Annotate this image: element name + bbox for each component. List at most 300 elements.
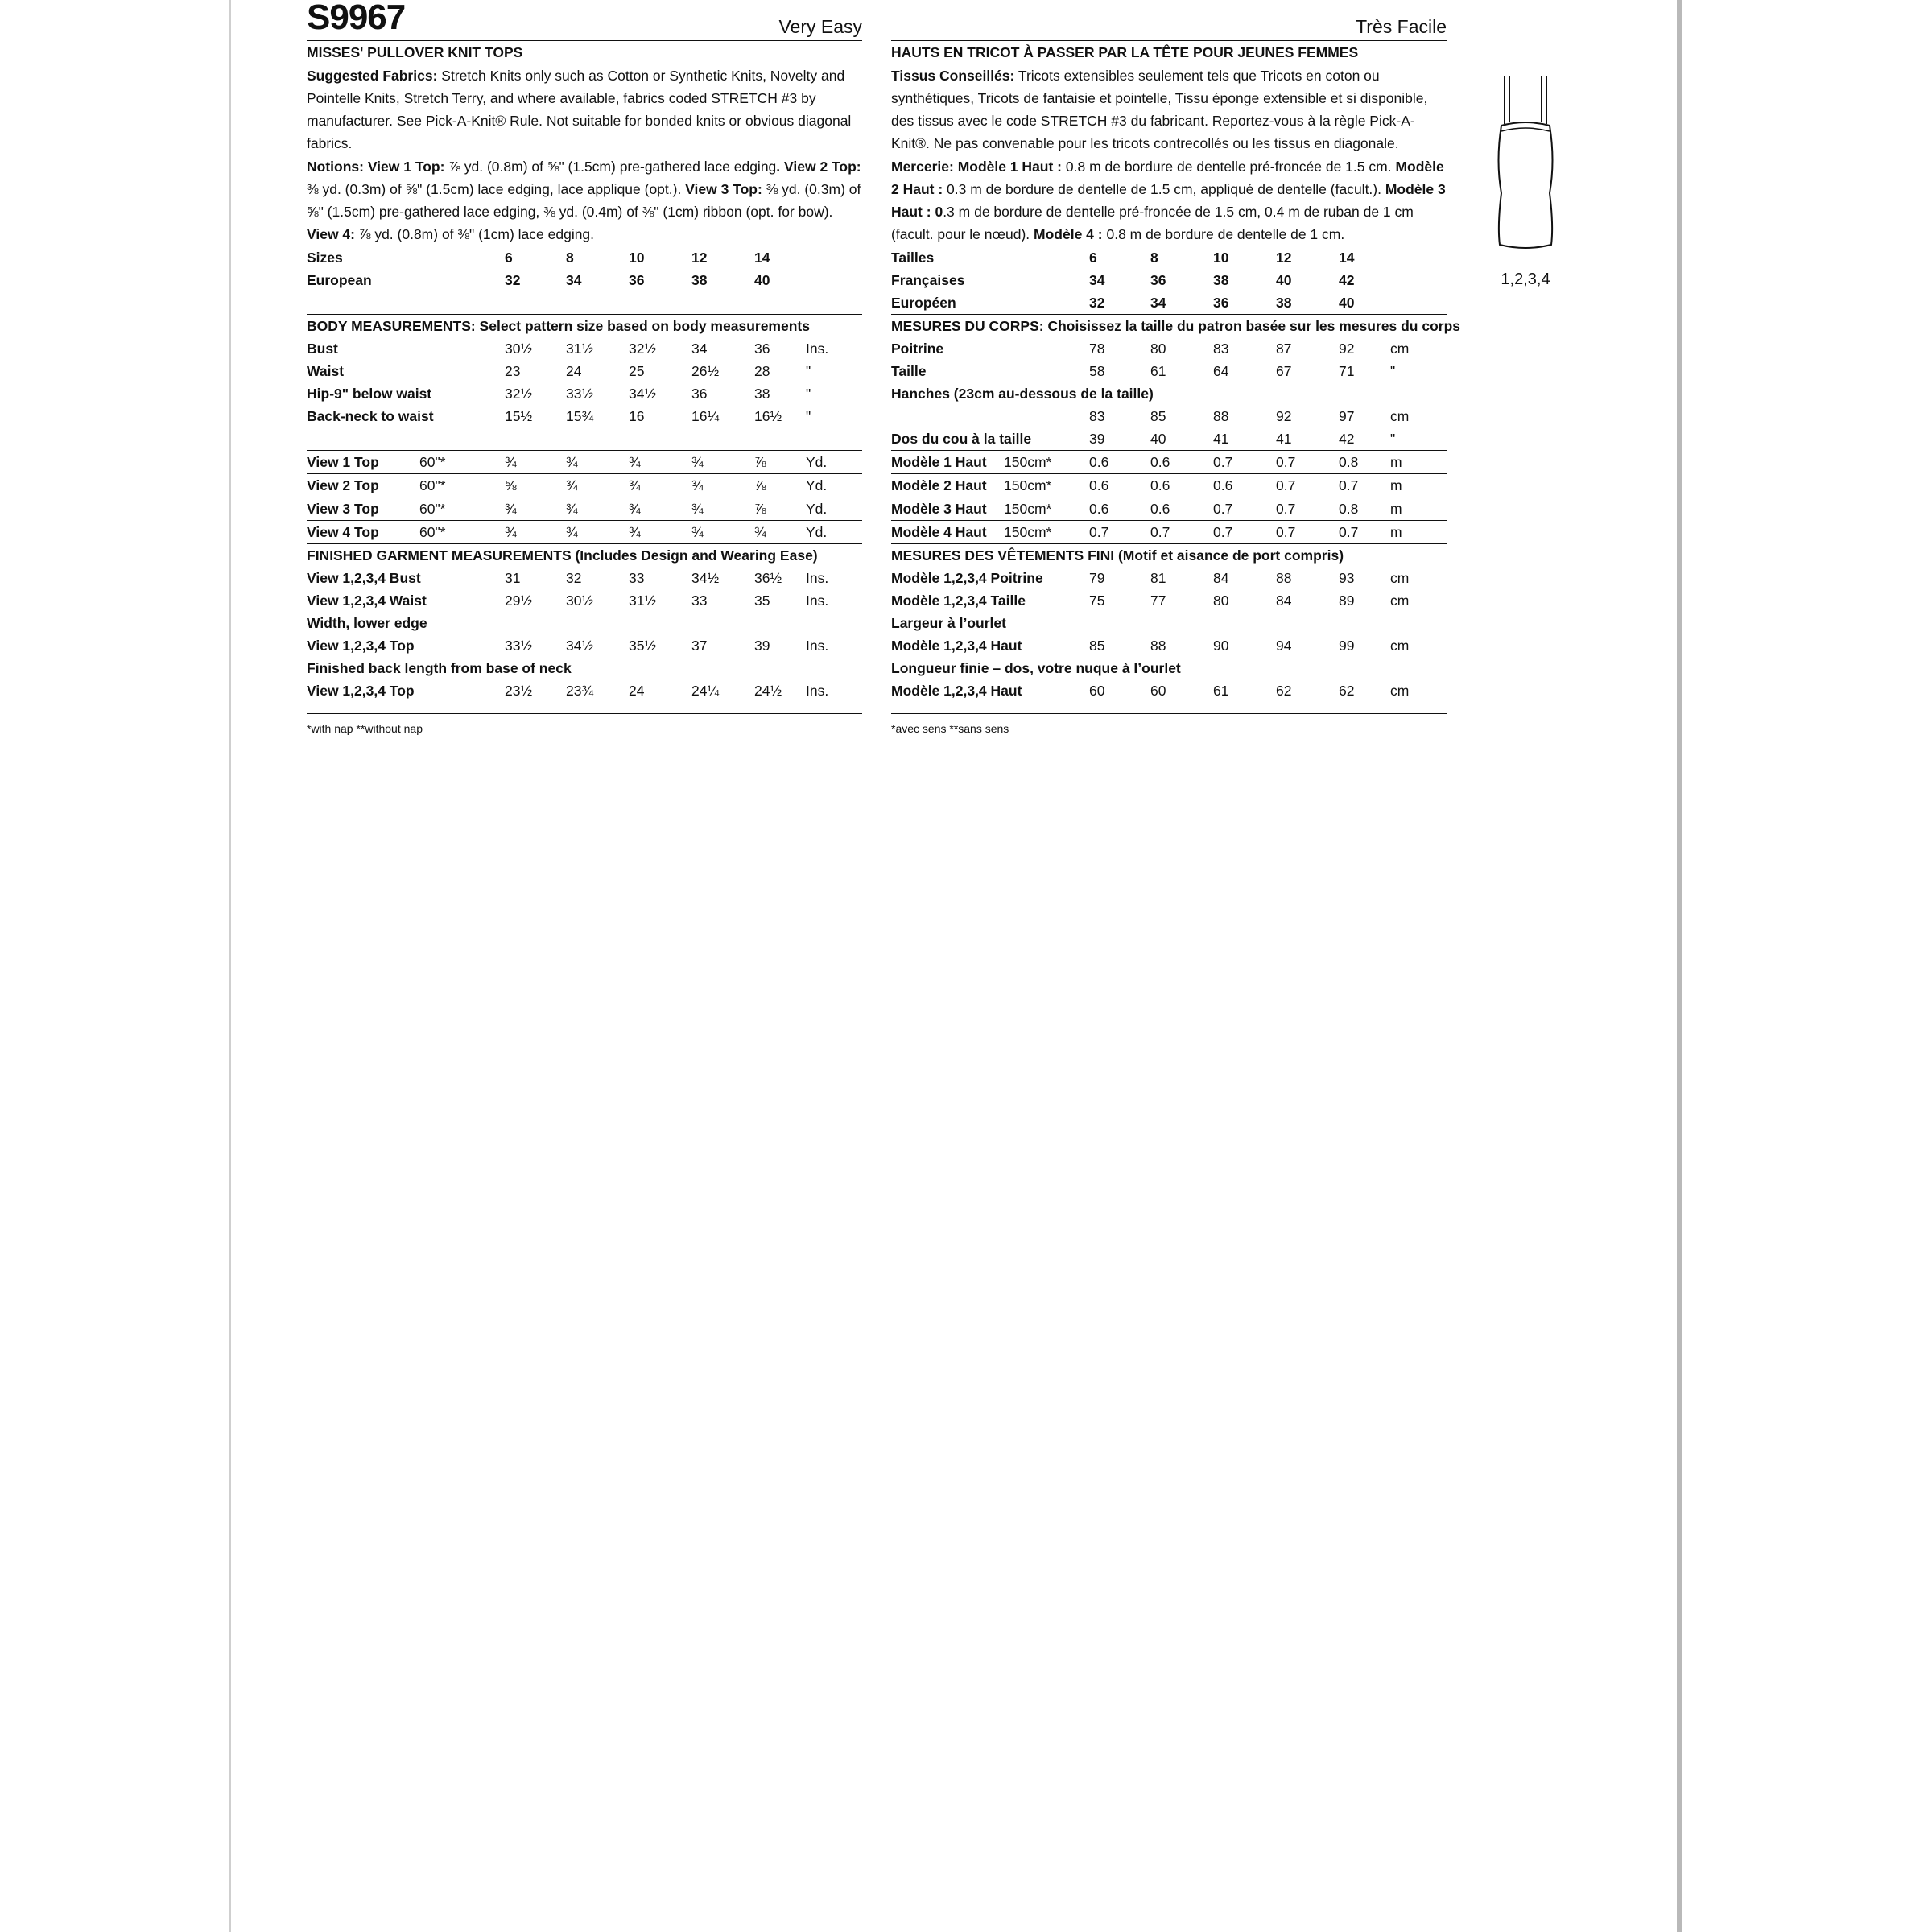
value-cell: 34½: [566, 638, 594, 654]
notions-view2-label: . View 2 Top:: [776, 159, 861, 175]
value-cell: 38: [1276, 295, 1292, 311]
spacer-row: [307, 291, 862, 315]
value-cell: 88: [1150, 638, 1166, 654]
yardage-cell: 0.8: [1339, 497, 1390, 521]
value-cell: 10: [629, 250, 645, 266]
value-cell: 92: [1339, 341, 1355, 357]
yardage-cell: 0.7: [1339, 521, 1390, 544]
value-cell: 58: [1089, 363, 1105, 379]
value-cell: 26½: [691, 363, 720, 379]
yardage-cell: ⅞: [754, 451, 806, 474]
value-cell: 12: [1276, 250, 1292, 266]
value-cell: 61: [1213, 683, 1229, 699]
yardage-view-label: View 3 Top: [307, 501, 379, 517]
notions-view4-text: ⅞ yd. (0.8m) of ⅜" (1cm) lace edging.: [355, 226, 595, 242]
yardage-view3-row: [307, 497, 862, 521]
value-cell: 36: [691, 386, 708, 402]
views-label: 1,2,3,4: [1501, 270, 1550, 288]
value-cell: 38: [1213, 272, 1229, 288]
yardage-cell: ¾: [691, 451, 754, 474]
french-footnote: *avec sens **sans sens: [891, 722, 1009, 735]
camisole-drawing: [1493, 72, 1558, 254]
value-cell: 30½: [566, 592, 594, 609]
value-cell: 16¼: [691, 408, 720, 424]
yardage-view-label: View 2 Top: [307, 477, 379, 493]
value-cell: 92: [1276, 408, 1292, 424]
value-cell: 40: [754, 272, 770, 288]
value-cell: 23¾: [566, 683, 594, 699]
yardage-cell: 0.6: [1089, 474, 1150, 497]
yardage-modele2-row: [891, 474, 1447, 497]
row-label: [891, 405, 1089, 427]
back-neck-row: [307, 405, 862, 427]
row-label: Modèle 1,2,3,4 Taille: [891, 592, 1026, 609]
yardage-view1-row: [307, 451, 862, 474]
value-cell: 8: [566, 250, 574, 266]
finished-heading: FINISHED GARMENT MEASUREMENTS (Includes Design and Wearing Ease): [307, 547, 818, 564]
yardage-cell: 0.7: [1276, 497, 1339, 521]
unit-cell: Ins.: [806, 341, 829, 357]
suggested-fabrics: [307, 64, 862, 155]
finished-bust-row: [307, 567, 862, 589]
value-cell: 90: [1213, 638, 1229, 654]
value-cell: 32½: [505, 386, 533, 402]
yardage-cell: ⅞: [754, 474, 806, 497]
value-cell: 39: [754, 638, 770, 654]
value-cell: 39: [1089, 427, 1150, 451]
value-cell: 23: [505, 363, 521, 379]
value-cell: 71: [1339, 363, 1355, 379]
value-cell: 38: [754, 386, 770, 402]
value-cell: 61: [1150, 363, 1166, 379]
francaises-row: [891, 269, 1447, 291]
unit-cell: m: [1390, 497, 1447, 521]
yardage-view-label: View 1 Top: [307, 454, 379, 470]
notions-view2-text-fr: 0.3 m de bordure de dentelle de 1.5 cm, appliqué de dentelle (facult.).: [943, 181, 1385, 197]
length-label-row: [307, 657, 862, 679]
notions-view1-label: View 1 Top:: [367, 159, 445, 175]
value-cell: 36: [1213, 295, 1229, 311]
finished-width-row: [307, 634, 862, 657]
tailles-row: [891, 246, 1447, 269]
yardage-cell: 0.6: [1150, 451, 1213, 474]
french-column: [891, 0, 1461, 740]
yardage-cell: 0.7: [1089, 521, 1150, 544]
row-label: View 1,2,3,4 Waist: [307, 592, 427, 609]
fabrics-label: Suggested Fabrics:: [307, 68, 438, 84]
value-cell: 85: [1089, 638, 1105, 654]
yardage-cell: 0.7: [1276, 521, 1339, 544]
value-cell: 34: [566, 272, 582, 288]
notions-view3-text: ⅜ yd. (0.3m) of ⅝" (1.5cm) pre-gathered lace edging, ⅜ yd. (0.4m) of ⅜" (1cm) ribbon (opt. for bow).: [307, 181, 861, 220]
yardage-cell: ¾: [754, 521, 806, 544]
value-cell: 81: [1150, 570, 1166, 586]
row-label: European: [307, 272, 372, 288]
value-cell: 6: [505, 250, 513, 266]
row-label: Taille: [891, 363, 927, 379]
finished-poitrine-row: [891, 567, 1447, 589]
value-cell: 32: [1089, 295, 1105, 311]
width-label-row: [307, 612, 862, 634]
body-heading: BODY MEASUREMENTS: Select pattern size based on body measurements: [307, 315, 862, 338]
unit-cell: cm: [1390, 638, 1410, 654]
value-cell: 33½: [566, 386, 594, 402]
notions-view3-text-fr: .3 m de bordure de dentelle pré-froncée de 1.5 cm, 0.4 m de ruban de 1 cm (facult. pour le nœud).: [891, 204, 1414, 242]
value-cell: 12: [691, 250, 708, 266]
value-cell: 80: [1150, 341, 1166, 357]
europeen-row: [891, 291, 1447, 315]
value-cell: 34: [1089, 272, 1105, 288]
row-label: Tailles: [891, 250, 935, 266]
waist-row: [307, 360, 862, 382]
value-cell: 85: [1150, 408, 1166, 424]
value-cell: 67: [1276, 363, 1292, 379]
english-measurement-table: [307, 246, 862, 702]
outer-margin: [0, 0, 229, 1932]
finished-heading-fr: MESURES DES VÊTEMENTS FINI (Motif et aisance de port compris): [891, 547, 1344, 564]
fabric-width: 60"*: [419, 524, 446, 540]
longueur-label-row: Longueur finie – dos, votre nuque à l’ourlet: [891, 660, 1181, 676]
poitrine-row: [891, 337, 1447, 360]
yardage-view-label: Modèle 3 Haut: [891, 501, 987, 517]
value-cell: 33: [629, 570, 645, 586]
unit-cell: m: [1390, 451, 1447, 474]
camisole-top-icon: [1493, 72, 1558, 254]
fabrics-label-fr: Tissus Conseillés:: [891, 68, 1015, 84]
value-cell: 80: [1213, 592, 1229, 609]
row-label: Européen: [891, 295, 956, 311]
value-cell: 32½: [629, 341, 657, 357]
yardage-cell: 0.7: [1150, 521, 1213, 544]
yardage-cell: 0.7: [1213, 497, 1276, 521]
bust-row: [307, 337, 862, 360]
value-cell: 77: [1150, 592, 1166, 609]
value-cell: 99: [1339, 638, 1355, 654]
value-cell: 35: [754, 592, 770, 609]
yardage-view4-row: [307, 521, 862, 544]
value-cell: 34: [1150, 295, 1166, 311]
value-cell: 62: [1339, 683, 1355, 699]
value-cell: 89: [1339, 592, 1355, 609]
yardage-cell: ¾: [566, 474, 629, 497]
value-cell: 42: [1339, 427, 1390, 451]
finished-waist-row: [307, 589, 862, 612]
difficulty-level-fr: Très Facile: [1356, 16, 1447, 37]
notions-view4-label: View 4:: [307, 226, 355, 242]
value-cell: 40: [1276, 272, 1292, 288]
value-cell: 38: [691, 272, 708, 288]
finished-heading-fr: [891, 544, 1447, 568]
value-cell: 37: [691, 638, 708, 654]
value-cell: 36: [1150, 272, 1166, 288]
english-header: [307, 0, 862, 40]
unit-cell: ": [806, 386, 811, 402]
value-cell: 24: [629, 683, 645, 699]
notions-view1-text-fr: 0.8 m de bordure de dentelle pré-froncée de 1.5 cm.: [1062, 159, 1396, 175]
yardage-cell: ¾: [629, 474, 691, 497]
yardage-cell: ¾: [505, 497, 566, 521]
notions-view4-label-fr: Modèle 4 :: [1034, 226, 1103, 242]
unit-cell: ": [806, 408, 811, 424]
unit-cell: [1390, 291, 1447, 315]
value-cell: 10: [1213, 250, 1229, 266]
value-cell: 33½: [505, 638, 533, 654]
yardage-cell: 0.6: [1089, 451, 1150, 474]
yardage-view2-row: [307, 474, 862, 497]
unit-cell: Ins.: [806, 638, 829, 654]
row-label: Dos du cou à la taille: [891, 427, 1089, 451]
fabric-width: 60"*: [419, 501, 446, 517]
value-cell: 24½: [754, 683, 782, 699]
unit-cell: [806, 246, 862, 269]
value-cell: 40: [1339, 295, 1355, 311]
value-cell: 40: [1150, 427, 1213, 451]
yardage-cell: ¾: [629, 451, 691, 474]
taille-row: [891, 360, 1447, 382]
row-label: View 1,2,3,4 Top: [307, 683, 415, 699]
unit-cell: cm: [1390, 341, 1410, 357]
unit-cell: Ins.: [806, 592, 829, 609]
yardage-cell: ¾: [691, 521, 754, 544]
unit-cell: [1390, 269, 1447, 291]
value-cell: 60: [1089, 683, 1105, 699]
yardage-cell: ⅝: [505, 474, 566, 497]
hanches-label-row: Hanches (23cm au-dessous de la taille): [891, 386, 1154, 402]
finished-largeur-row: [891, 634, 1447, 657]
yardage-cell: 0.8: [1339, 451, 1390, 474]
yardage-cell: ¾: [505, 521, 566, 544]
yardage-cell: ¾: [691, 474, 754, 497]
yardage-cell: 0.7: [1276, 451, 1339, 474]
fabric-width: 60"*: [419, 454, 446, 470]
english-end-rule: [307, 713, 862, 714]
value-cell: 36: [629, 272, 645, 288]
pattern-title: MISSES' PULLOVER KNIT TOPS: [307, 40, 862, 64]
value-cell: 84: [1276, 592, 1292, 609]
tissus-conseilles: [891, 64, 1447, 155]
fabric-width: 60"*: [419, 477, 446, 493]
yardage-modele4-row: [891, 521, 1447, 544]
notions-view3-label: View 3 Top:: [685, 181, 762, 197]
yardage-cell: ¾: [505, 451, 566, 474]
value-cell: 41: [1213, 427, 1276, 451]
row-label: Françaises: [891, 272, 965, 288]
finished-length-row: [307, 679, 862, 702]
value-cell: 34½: [691, 570, 720, 586]
yardage-cell: 0.7: [1339, 474, 1390, 497]
mercerie: [891, 155, 1447, 246]
value-cell: 97: [1339, 408, 1355, 424]
value-cell: 36½: [754, 570, 782, 586]
pattern-title-fr: HAUTS EN TRICOT À PASSER PAR LA TÊTE POUR JEUNES FEMMES: [891, 40, 1447, 64]
value-cell: 94: [1276, 638, 1292, 654]
largeur-label-row: [891, 612, 1447, 634]
longueur-label-row: [891, 657, 1447, 679]
yardage-view-label: Modèle 2 Haut: [891, 477, 987, 493]
english-footnote: *with nap **without nap: [307, 722, 423, 735]
value-cell: 14: [754, 250, 770, 266]
value-cell: 16: [629, 408, 645, 424]
unit-cell: cm: [1390, 408, 1410, 424]
largeur-label-row: Largeur à l’ourlet: [891, 615, 1006, 631]
row-label: Poitrine: [891, 341, 944, 357]
yardage-cell: ⅞: [754, 497, 806, 521]
hip-row: [307, 382, 862, 405]
fabric-width: 150cm*: [1004, 524, 1052, 540]
fabric-width: 150cm*: [1004, 477, 1052, 493]
value-cell: 78: [1089, 341, 1105, 357]
yardage-cell: 0.6: [1150, 497, 1213, 521]
row-label: Modèle 1,2,3,4 Poitrine: [891, 570, 1043, 586]
value-cell: 83: [1213, 341, 1229, 357]
value-cell: 41: [1276, 427, 1339, 451]
yardage-cell: ¾: [566, 497, 629, 521]
value-cell: 16½: [754, 408, 782, 424]
row-label: View 1,2,3,4 Top: [307, 638, 415, 654]
english-column: [307, 0, 862, 740]
value-cell: 64: [1213, 363, 1229, 379]
unit-cell: ": [1390, 427, 1447, 451]
row-label: Modèle 1,2,3,4 Haut: [891, 638, 1022, 654]
value-cell: 23½: [505, 683, 533, 699]
value-cell: 14: [1339, 250, 1355, 266]
notions-view2-text: ⅜ yd. (0.3m) of ⅝" (1.5cm) lace edging, lace applique (opt.).: [307, 181, 686, 197]
row-label: Back-neck to waist: [307, 408, 434, 424]
unit-cell: Ins.: [806, 570, 829, 586]
value-cell: 83: [1089, 408, 1105, 424]
finished-taille-row: [891, 589, 1447, 612]
value-cell: 8: [1150, 250, 1158, 266]
value-cell: 84: [1213, 570, 1229, 586]
yardage-cell: 0.6: [1089, 497, 1150, 521]
pattern-number: S9967: [307, 0, 406, 37]
yardage-modele3-row: [891, 497, 1447, 521]
value-cell: 88: [1276, 570, 1292, 586]
value-cell: 32: [566, 570, 582, 586]
hanches-row: [891, 405, 1447, 427]
hanches-label-row: [891, 382, 1447, 405]
notions: [307, 155, 862, 246]
notions-view4-text-fr: 0.8 m de bordure de dentelle de 1 cm.: [1102, 226, 1345, 242]
yardage-cell: 0.7: [1276, 474, 1339, 497]
dos-row: [891, 427, 1447, 451]
value-cell: 15¾: [566, 408, 594, 424]
value-cell: 24: [566, 363, 582, 379]
french-header: [891, 0, 1447, 40]
yardage-cell: ¾: [566, 521, 629, 544]
notions-view1-text: ⅞ yd. (0.8m) of ⅝" (1.5cm) pre-gathered lace edging: [444, 159, 777, 175]
value-cell: 15½: [505, 408, 533, 424]
value-cell: 34: [691, 341, 708, 357]
yardage-view-label: View 4 Top: [307, 524, 379, 540]
yardage-cell: ¾: [629, 521, 691, 544]
notions-view1-label-fr: Modèle 1 Haut :: [957, 159, 1063, 175]
unit-cell: Yd.: [806, 474, 862, 497]
value-cell: 34½: [629, 386, 657, 402]
value-cell: 42: [1339, 272, 1355, 288]
yardage-cell: 0.7: [1213, 451, 1276, 474]
european-row: [307, 269, 862, 291]
value-cell: 31½: [629, 592, 657, 609]
unit-cell: cm: [1390, 570, 1410, 586]
yardage-modele1-row: [891, 451, 1447, 474]
length-label-row: Finished back length from base of neck: [307, 660, 572, 676]
row-label: Modèle 1,2,3,4 Haut: [891, 683, 1022, 699]
yardage-view-label: Modèle 1 Haut: [891, 454, 987, 470]
fabric-width: 150cm*: [1004, 454, 1052, 470]
body-heading-fr: [891, 315, 1447, 338]
yardage-cell: 0.6: [1150, 474, 1213, 497]
unit-cell: Yd.: [806, 521, 862, 544]
french-measurement-table: [891, 246, 1461, 702]
unit-cell: Ins.: [806, 683, 829, 699]
yardage-cell: 0.7: [1213, 521, 1276, 544]
value-cell: 75: [1089, 592, 1105, 609]
difficulty-level: Very Easy: [778, 16, 862, 37]
unit-cell: [806, 269, 862, 291]
value-cell: 31½: [566, 341, 594, 357]
yardage-cell: ¾: [629, 497, 691, 521]
value-cell: 93: [1339, 570, 1355, 586]
value-cell: 87: [1276, 341, 1292, 357]
value-cell: 33: [691, 592, 708, 609]
value-cell: 30½: [505, 341, 533, 357]
value-cell: 79: [1089, 570, 1105, 586]
notions-label-fr: Mercerie:: [891, 159, 958, 175]
value-cell: 28: [754, 363, 770, 379]
unit-cell: Yd.: [806, 497, 862, 521]
unit-cell: [1390, 246, 1447, 269]
fabric-width: 150cm*: [1004, 501, 1052, 517]
value-cell: 31: [505, 570, 521, 586]
unit-cell: cm: [1390, 592, 1410, 609]
value-cell: 25: [629, 363, 645, 379]
yardage-cell: ¾: [691, 497, 754, 521]
unit-cell: Yd.: [806, 451, 862, 474]
row-label: Hip-9" below waist: [307, 386, 432, 402]
value-cell: 35½: [629, 638, 657, 654]
value-cell: 29½: [505, 592, 533, 609]
row-label: Bust: [307, 341, 338, 357]
value-cell: 32: [505, 272, 521, 288]
value-cell: 24¼: [691, 683, 720, 699]
spacer-row: [307, 427, 862, 451]
value-cell: 62: [1276, 683, 1292, 699]
yardage-view-label: Modèle 4 Haut: [891, 524, 987, 540]
yardage-cell: ¾: [566, 451, 629, 474]
finished-heading: [307, 544, 862, 568]
row-label: Waist: [307, 363, 345, 379]
fabrics-text-fr: Tricots extensibles seulement tels que Tricots en coton ou synthétiques, Tricots de fantaisie et pointelle, Tissu éponge extensible et si disponible, des tissus avec le code STRETCH #3 du fabricant. Reportez-vous à la règle Pick-A-Knit®. Ne pas convenable pour les tricots contrecollés ou les tissus en diagonale.: [891, 68, 1428, 151]
value-cell: 88: [1213, 408, 1229, 424]
value-cell: 6: [1089, 250, 1097, 266]
width-label-row: Width, lower edge: [307, 615, 427, 631]
finished-longueur-row: [891, 679, 1447, 702]
notions-view3-label-fr: Modèle 3 Haut : 0: [891, 181, 1446, 220]
value-cell: 60: [1150, 683, 1166, 699]
unit-cell: m: [1390, 521, 1447, 544]
fabrics-text: Stretch Knits only such as Cotton or Synthetic Knits, Novelty and Pointelle Knits, Stretch Terry, and where available, fabrics coded STRETCH #3 by manufacturer. See Pick-A-Knit® Rule. Not suitable for bonded knits or obvious diagonal fabrics.: [307, 68, 852, 151]
value-cell: 36: [754, 341, 770, 357]
yardage-cell: 0.6: [1213, 474, 1276, 497]
row-label: Sizes: [307, 250, 343, 266]
body-heading-fr: MESURES DU CORPS: Choisissez la taille du patron basée sur les mesures du corps: [891, 315, 1447, 338]
body-heading: [307, 315, 862, 338]
unit-cell: ": [806, 363, 811, 379]
french-end-rule: [891, 713, 1447, 714]
unit-cell: ": [1390, 363, 1396, 379]
notions-label: Notions:: [307, 159, 368, 175]
